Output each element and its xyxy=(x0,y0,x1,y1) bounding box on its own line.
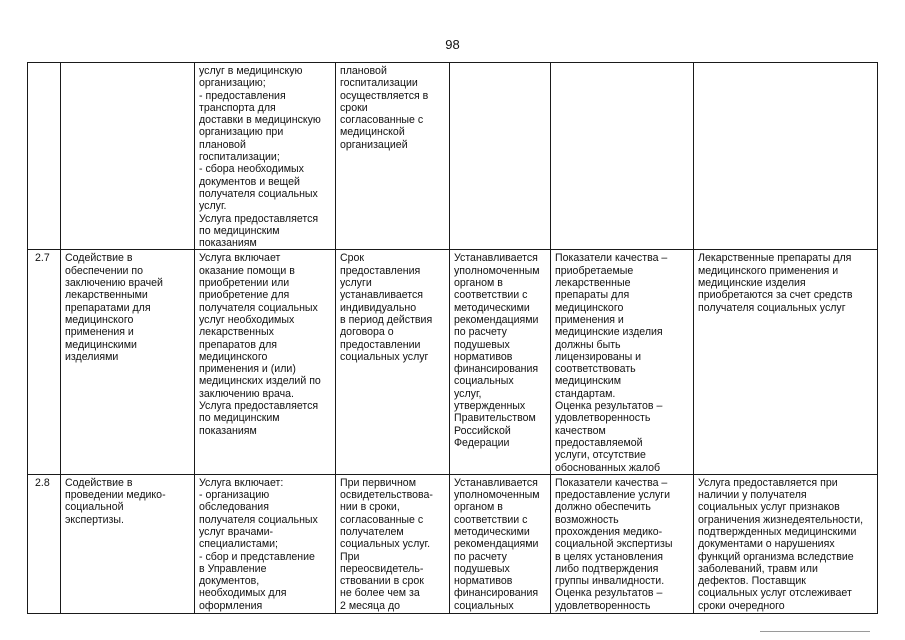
service-content-cell: Услуга включает: - организацию обследования получателя социальных услуг врачами- специалистами; - сбор и представление в Управление документов, необходимых для оформления xyxy=(195,474,336,613)
quality-indicators-cell xyxy=(551,63,694,250)
service-content-cell: Услуга включает оказание помощи в приобретении или приобретение для получателя социальных услуг необходимых лекарственных препаратов для медицинского применения и (или) медицинских изделий по заключению врача. Услуга предоставляется по медицинским показаниям xyxy=(195,250,336,474)
conditions-cell: Лекарственные препараты для медицинского применения и медицинские изделия приобретаются за счет средств получателя социальных услуг xyxy=(694,250,878,474)
service-term-cell: плановой госпитализации осуществляется в сроки согласованные с медицинской организацией xyxy=(336,63,450,250)
conditions-cell: Услуга предоставляется при наличии у получателя социальных услуг признаков ограничения жизнедеятельности, подтвержденных медицинскими документами о нарушениях функций организма вследствие заболеваний, травм или дефектов. Поставщик социальных услуг отслеживает сроки очередного xyxy=(694,474,878,613)
service-name-cell xyxy=(61,63,195,250)
quality-indicators-cell: Показатели качества – предоставление услуги должно обеспечить возможность прохождения медико- социальной экспертизы в целях установления либо подтверждения группы инвалидности. Оценка результатов – удовлетворенность xyxy=(551,474,694,613)
service-name-cell: Содействие в проведении медико- социальной экспертизы. xyxy=(61,474,195,613)
per-capita-norm-cell xyxy=(450,63,551,250)
per-capita-norm-cell: Устанавливается уполномоченным органом в соответствии с методическими рекомендациями по расчету подушевых нормативов финансирования социальных xyxy=(450,474,551,613)
service-term-cell: Срок предоставления услуги устанавливается индивидуально в период действия договора о предоставлении социальных услуг xyxy=(336,250,450,474)
row-number-cell: 2.7 xyxy=(28,250,61,474)
per-capita-norm-cell: Устанавливается уполномоченным органом в соответствии с методическими рекомендациями по расчету подушевых нормативов финансирования социальных услуг, утвержденных Правительством Российской Федерации xyxy=(450,250,551,474)
page-number: 98 xyxy=(445,37,460,52)
table-row xyxy=(28,474,878,613)
service-content-cell: услуг в медицинскую организацию; - предоставления транспорта для доставки в медицинскую организацию при плановой госпитализации; - сбора необходимых документов и вещей получателя социальных услуг. Услуга предоставляется по медицинским показаниям xyxy=(195,63,336,250)
row-number-cell xyxy=(28,63,61,250)
services-table xyxy=(27,62,878,614)
scan-edge-line xyxy=(760,631,870,632)
service-name-cell: Содействие в обеспечении по заключению врачей лекарственными препаратами для медицинского применения и медицинскими изделиями xyxy=(61,250,195,474)
conditions-cell xyxy=(694,63,878,250)
row-number-cell: 2.8 xyxy=(28,474,61,613)
table-row xyxy=(28,63,878,250)
quality-indicators-cell: Показатели качества – приобретаемые лекарственные препараты для медицинского применения и медицинские изделия должны быть лицензированы и соответствовать медицинским стандартам. Оценка результатов – удовлетворенность качеством предоставляемой услуги, отсутствие обоснованных жалоб xyxy=(551,250,694,474)
service-term-cell: При первичном освидетельствова- нии в сроки, согласованные с получателем социальных услуг. При переосвидетель- ствовании в срок не более чем за 2 месяца до xyxy=(336,474,450,613)
table-row xyxy=(28,250,878,474)
